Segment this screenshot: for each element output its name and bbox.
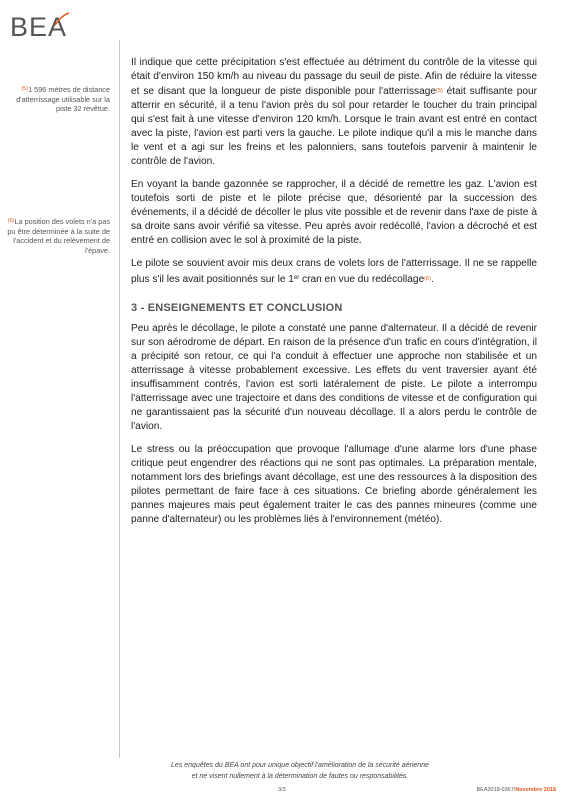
paragraph: Peu après le décollage, le pilote a constaté une panne d'alternateur. Il a décidé de revenir sur son aérodrome de départ. En raison de la présence d'un trafic en cours d'intégration, il a précipité son retour, ce qui l'a conduit à effectuer une approche non stabilisée et un atterrissage à vitesse probablement excessive. Les effets du vent traversier ayant été insuffisamment contrés, l'avion est sorti latéralement de piste. Le pilote a interrompu l'atterrissage avec une trajectoire et dans des conditions de vitesse et de configuration qui ne garantissaient pas la sécurité d'un nouveau décollage. Il a alors perdu le contrôle de l'avion. (131, 323, 537, 432)
footer-disclaimer: Les enquêtes du BEA ont pour unique objectif l'amélioration de la sécurité aérienne et ne visent nullement à la détermination de fautes ou responsabilités. (171, 762, 429, 780)
footnote-ref[interactable]: (6) (424, 276, 431, 282)
side-note-mark: (6) (7, 218, 15, 224)
page-number: 3/3 (278, 787, 286, 793)
bea-logo (10, 14, 67, 41)
report-reference: BEA2018-0367/Novembre 2018 (476, 787, 556, 793)
side-note-mark: (5) (21, 86, 29, 92)
main-content (131, 56, 537, 536)
margin-rule (119, 40, 120, 758)
footnote-ref[interactable]: (5) (436, 88, 443, 94)
logo-letter-e: E (29, 12, 49, 42)
side-note-text: La position des volets n'a pas pu être déterminée à la suite de l'accident et du relèvement de l'épave. (7, 217, 110, 255)
paragraph: Le stress ou la préoccupation que provoque l'allumage d'une alarme lors d'une phase critique peut engendrer des réactions qui ne sont pas optimales. La préparation mentale, notamment lors des briefings avant décollage, est une des ressources à la disposition des pilotes permettant de faire face à ces situations. Ce briefing aborde généralement les pannes majeures mais peut également traiter le cas des pannes mineures (comme une panne d'alternateur) ou les problèmes liés à l'environnement (météo). (131, 444, 537, 525)
side-note-text: 1 596 mètres de distance d'atterrissage utilisable sur la piste 32 revêtue. (16, 85, 110, 113)
paragraph: Le pilote se souvient avoir mis deux crans de volets lors de l'atterrissage. Il ne se rappelle plus s'il les avait positionnés sur le 1er cran en vue du redécollage$^{(6)}$. (131, 258, 537, 285)
paragraph: Il indique que cette précipitation s'est effectuée au détriment du contrôle de la vitesse qui était d'environ 150 km/h au niveau du passage du seuil de piste. Afin de réduire la vitesse et se disant que la longueur de piste disponible pour l'atterrissage$^{(5)}$ était suffisante pour atterrir en sécurité, il a tenu l'avion près du sol pour retarder le toucher du train principal qui s'est fait à une vitesse d'environ 120 km/h. Lorsque le train avant est entré en contact avec la piste, l'avion est parti vers la gauche. Le pilote indique qu'il a mis le manche dans le vent et a agi sur les freins et les palonniers, sans toutefois parvenir à maintenir le contrôle de l'avion. (131, 57, 538, 167)
logo-letter-b: B (10, 12, 30, 42)
section-title: 3 - ENSEIGNEMENTS ET CONCLUSION (131, 302, 343, 314)
logo-accent-swoosh (54, 12, 70, 26)
logo-letter-a: A (48, 12, 68, 42)
paragraph: En voyant la bande gazonnée se rapprocher, il a décidé de remettre les gaz. L'avion est toutefois sorti de piste et le pilote précise que, désorienté par la succession des événements, il a décidé de décoller le plus vite possible et de revenir dans l'axe de piste à sa droite sans avoir vérifié sa vitesse. Peu après avoir redécollé, l'avion a décroché et est entré en collision avec le sol à proximité de la piste. (131, 179, 537, 246)
side-note-6 (6, 217, 110, 255)
side-note-5 (6, 85, 110, 114)
